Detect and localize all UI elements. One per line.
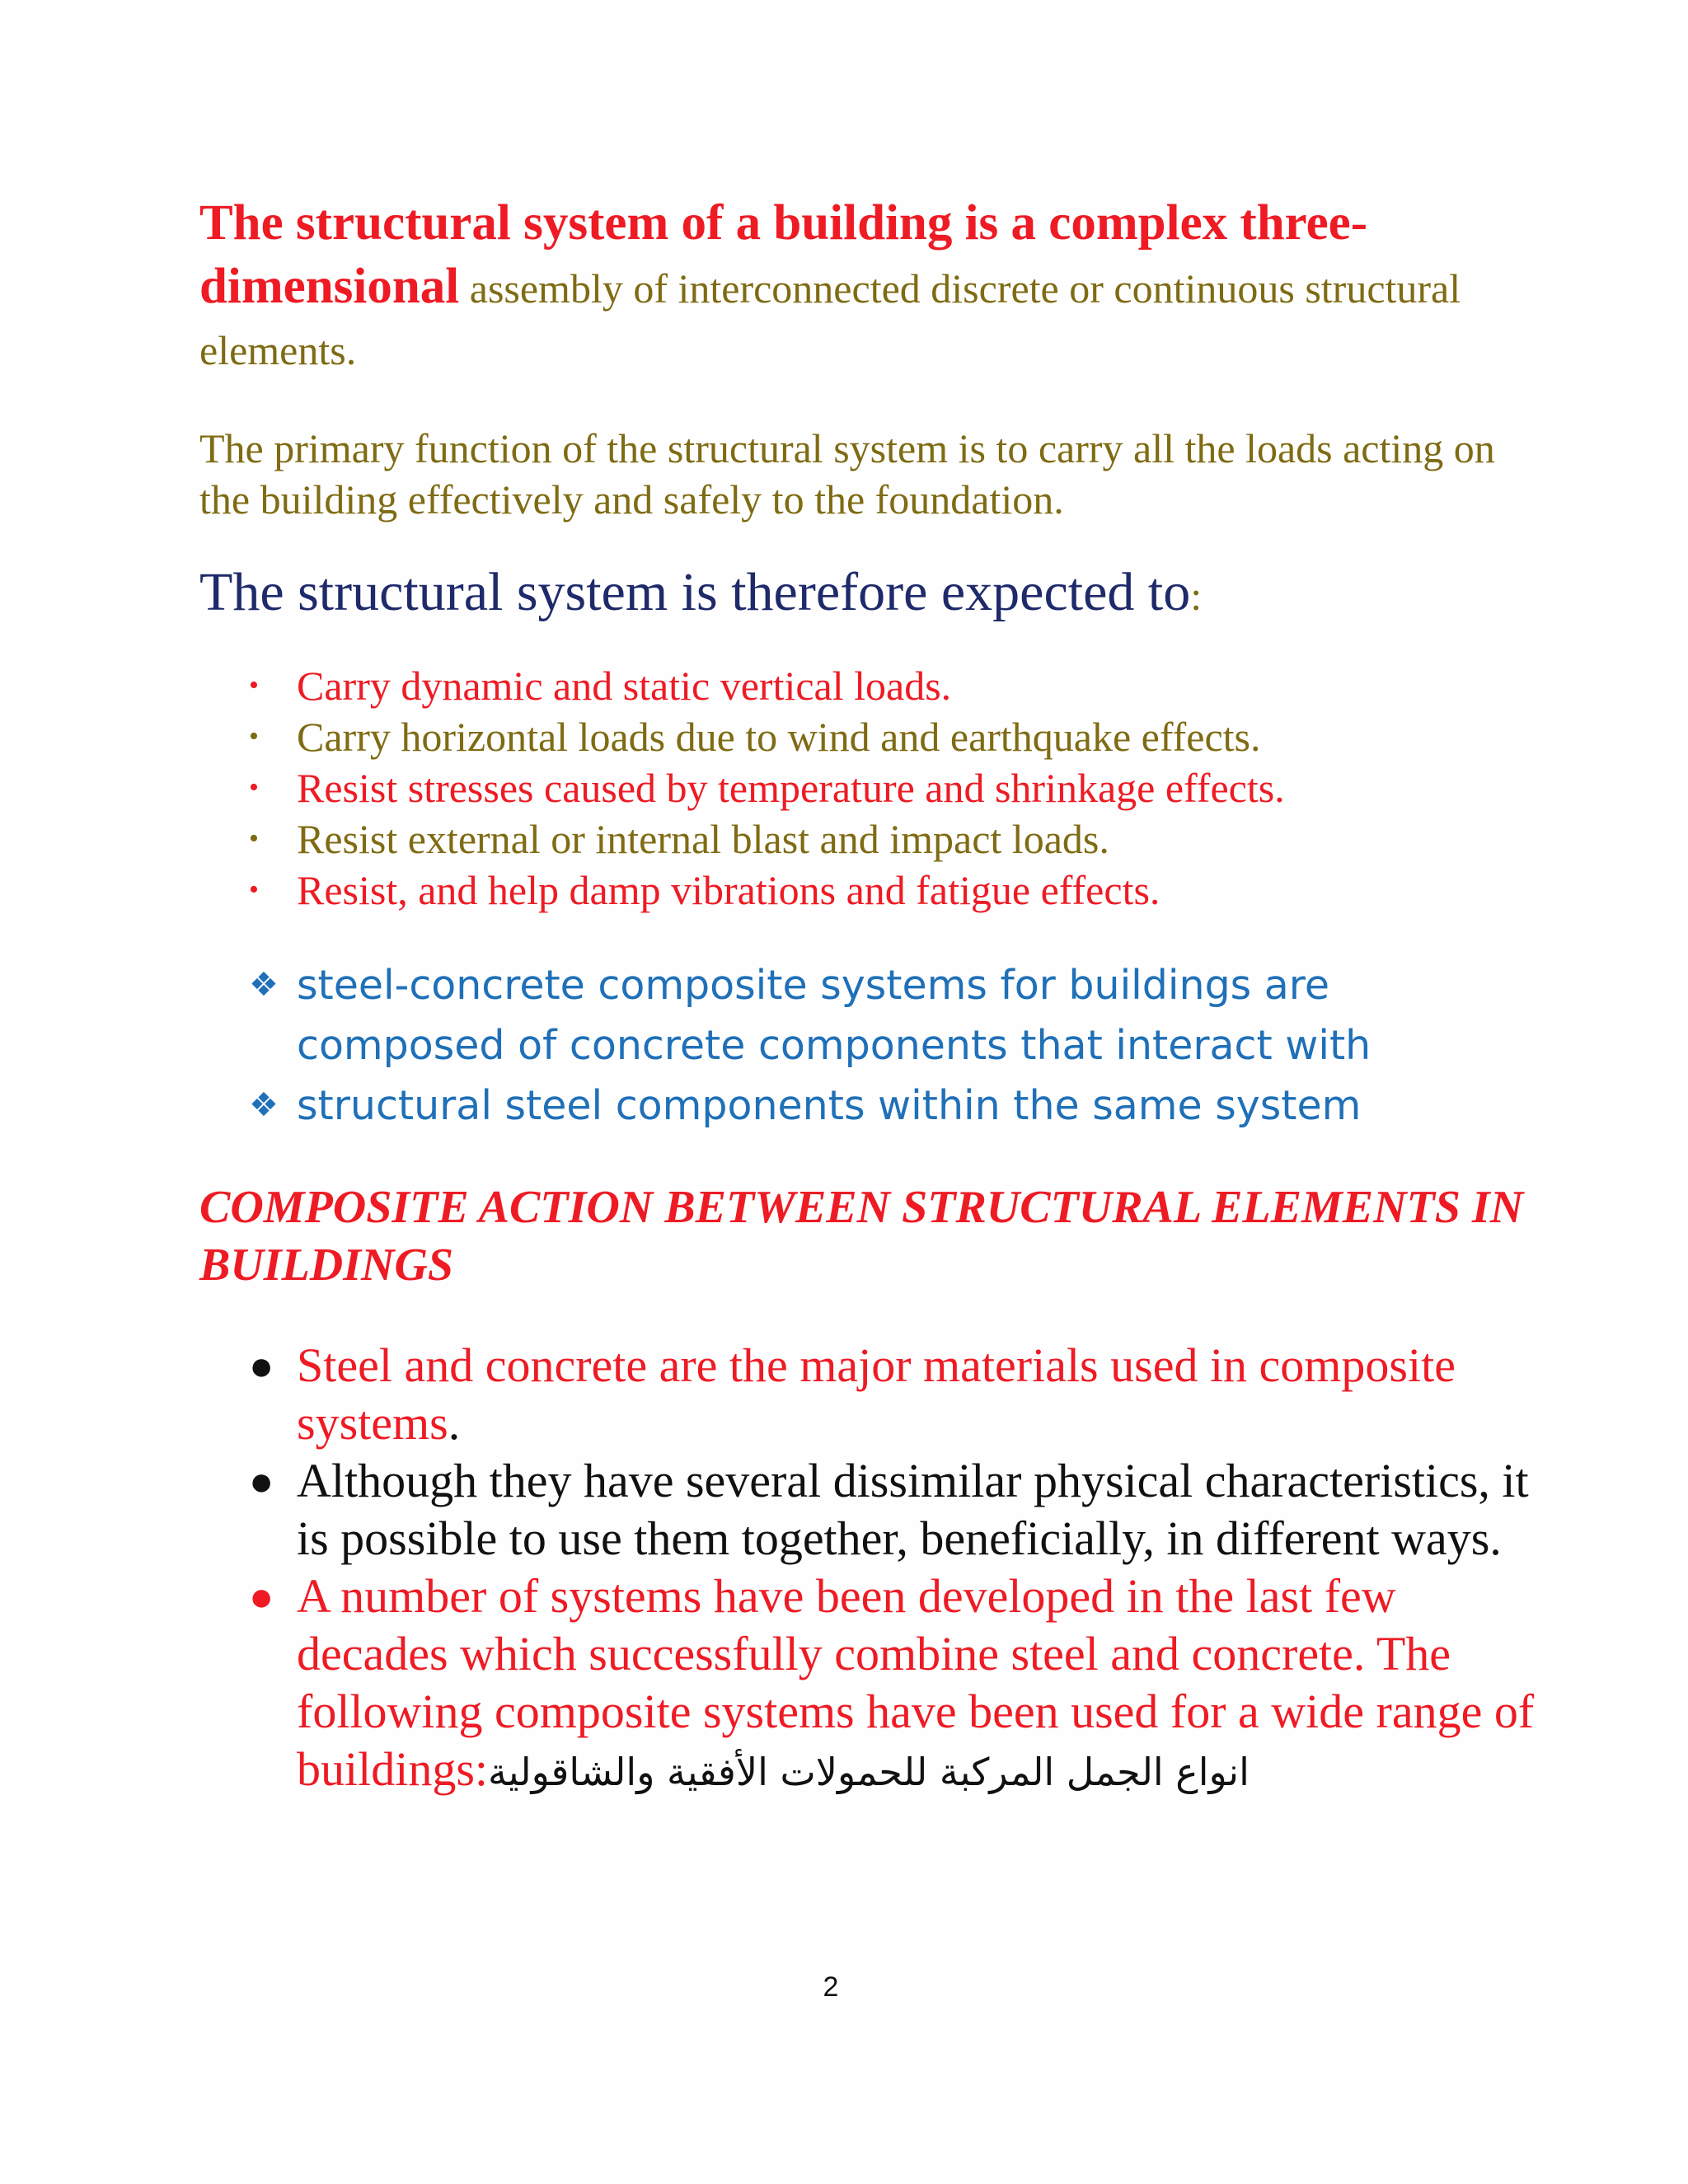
bullet-icon: • [249, 721, 259, 752]
composite-action-list [199, 1337, 1535, 1801]
primary-function-paragraph: The primary function of the structural system is to carry all the loads acting on the building effectively and safely to the foundation. [199, 425, 1495, 523]
list-item [199, 660, 1535, 711]
list-item [199, 813, 1535, 865]
list-item [199, 762, 1535, 813]
composite-systems-list [199, 955, 1535, 1136]
page-number: 2 [823, 1971, 839, 2003]
list-item-tail: . [448, 1396, 461, 1450]
list-item [199, 955, 1535, 1076]
list-item [199, 1452, 1535, 1568]
bullet-icon: ● [249, 1573, 274, 1619]
list-item-text: Resist, and help damp vibrations and fatigue effects. [297, 867, 1160, 913]
list-item-text: steel-concrete composite systems for buildings are composed of concrete components that interact with [297, 962, 1372, 1069]
page-content [199, 195, 1535, 1801]
list-item-text: Steel and concrete are the major materials used in composite systems [297, 1338, 1456, 1450]
bullet-icon: • [249, 823, 259, 854]
bullet-icon: • [249, 874, 259, 905]
loads-list [199, 660, 1535, 916]
list-item-text: Carry horizontal loads due to wind and earthquake effects. [297, 714, 1261, 760]
list-item [199, 1337, 1535, 1452]
section-title: COMPOSITE ACTION BETWEEN STRUCTURAL ELEMENTS IN BUILDINGS [199, 1182, 1524, 1291]
list-item [199, 865, 1535, 916]
expected-text: The structural system is therefore expected to [199, 562, 1191, 622]
arabic-caption: انواع الجمل المركبة للحمولات الأفقية والشاقولية [488, 1750, 1250, 1794]
bullet-icon: ● [249, 1458, 274, 1504]
bullet-icon: • [249, 772, 259, 803]
list-item-text: Resist stresses caused by temperature and shrinkage effects. [297, 765, 1285, 811]
list-item [199, 1568, 1535, 1801]
intro-paragraph [199, 195, 1535, 387]
expected-colon: : [1190, 573, 1203, 619]
diamond-icon: ❖ [249, 966, 279, 1004]
expected-heading [199, 560, 1535, 629]
list-item [199, 1076, 1535, 1136]
bullet-icon: • [249, 670, 259, 701]
list-item-text: A number of systems have been developed in the last few decades which successfully combine steel and concrete. The following composite systems have been used for a wide range of buildings: [297, 1569, 1535, 1796]
diamond-icon: ❖ [249, 1086, 279, 1124]
intro-rest: assembly of interconnected discrete or continuous structural elements. [199, 265, 1461, 373]
list-item-text: structural steel components within the same system [297, 1082, 1362, 1129]
bullet-icon: ● [249, 1343, 274, 1389]
list-item-text: Carry dynamic and static vertical loads. [297, 663, 952, 709]
list-item-text: Although they have several dissimilar physical characteristics, it is possible to use them together, beneficially, in different ways. [297, 1454, 1529, 1565]
list-item-text: Resist external or internal blast and impact loads. [297, 816, 1109, 862]
intro-heading: The structural system of a building is a complex three-dimensional [199, 195, 1368, 314]
list-item [199, 711, 1535, 762]
